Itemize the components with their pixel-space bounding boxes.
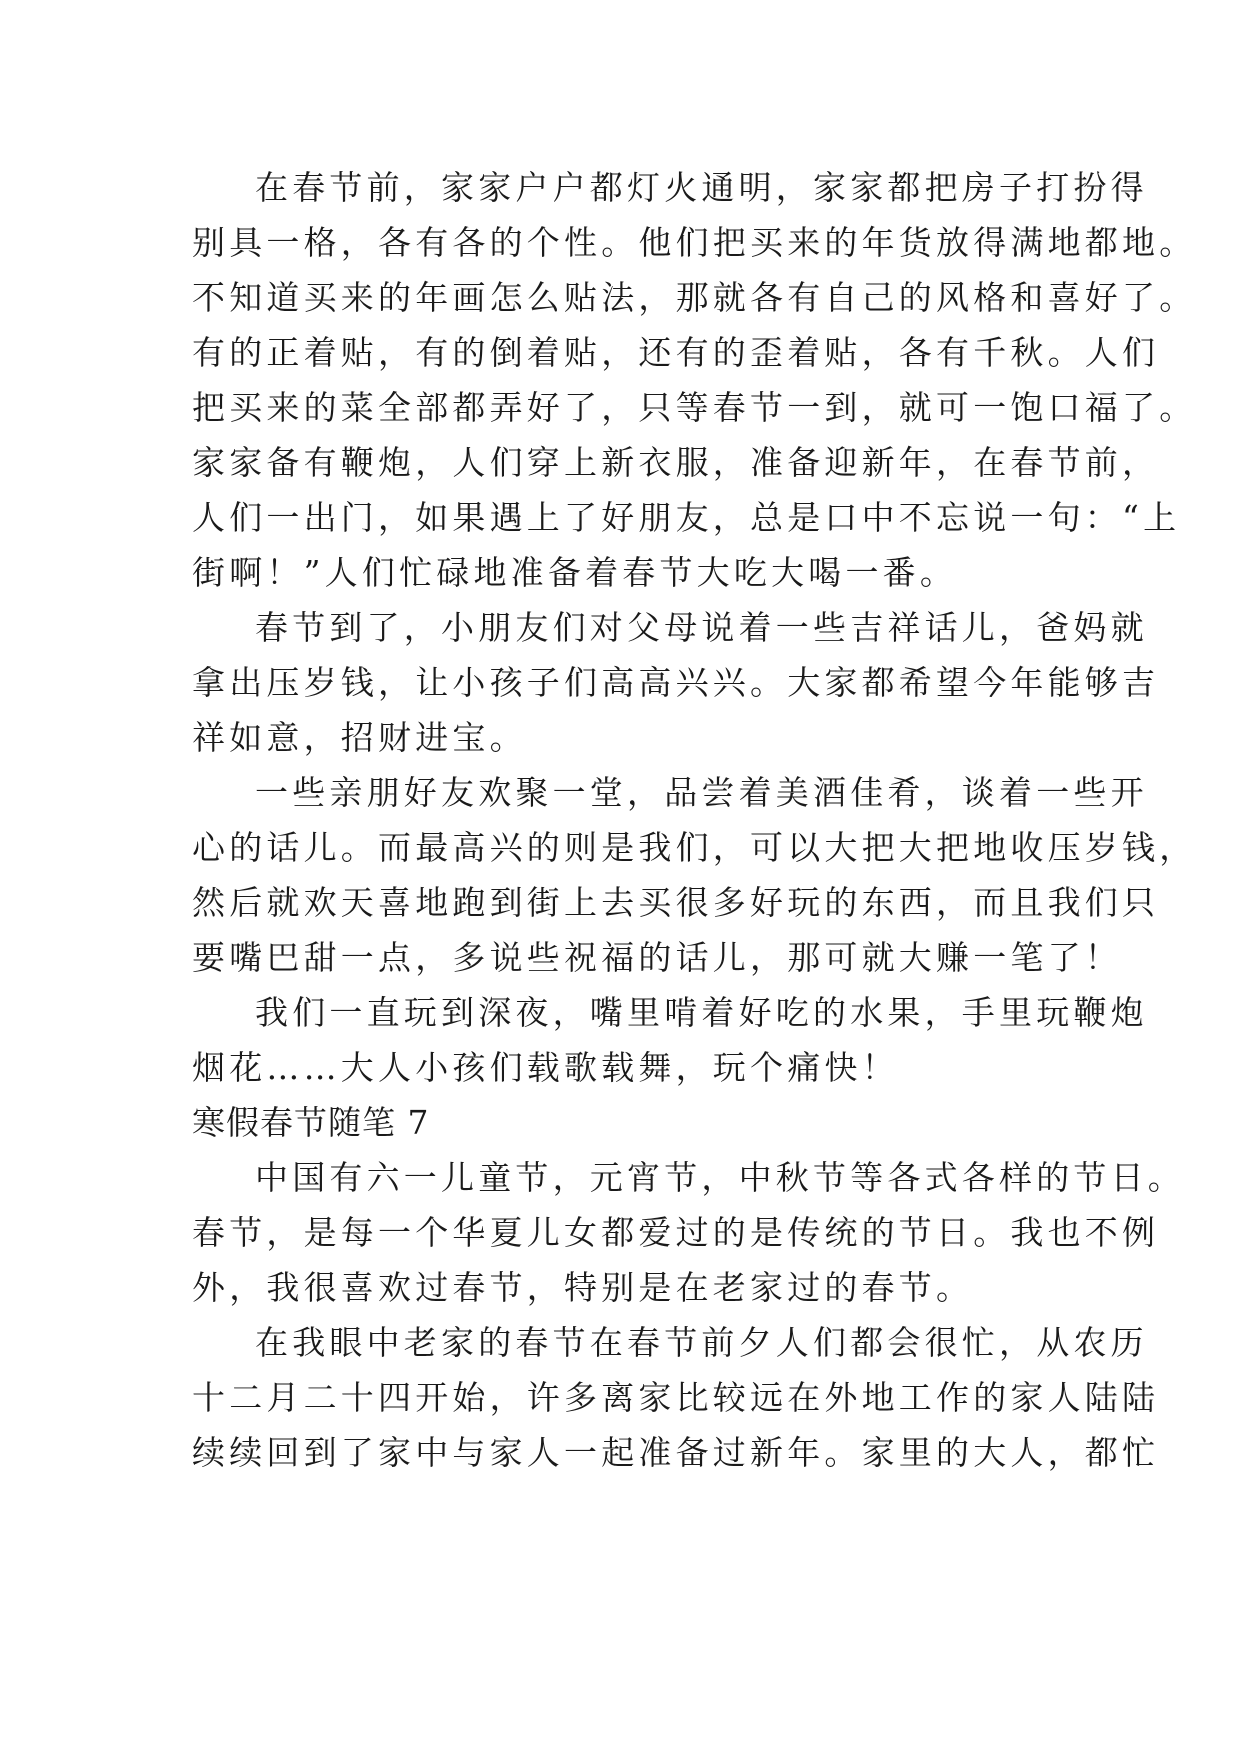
section-title: 寒假春节随笔 7 [192,1103,430,1142]
text-line: 心的话儿。而最高兴的则是我们，可以大把大把地收压岁钱， [192,828,1197,867]
text-line: 在春节前，家家户户都灯火通明，家家都把房子打扮得 [255,168,1148,207]
text-line: 一些亲朋好友欢聚一堂，品尝着美酒佳肴，谈着一些开 [255,773,1148,812]
text-line: 十二月二十四开始，许多离家比较远在外地工作的家人陆陆 [192,1378,1160,1417]
text-line: 把买来的菜全部都弄好了，只等春节一到，就可一饱口福了。 [192,388,1197,427]
text-line: 要嘴巴甜一点，多说些祝福的话儿，那可就大赚一笔了！ [192,938,1122,977]
text-line: 有的正着贴，有的倒着贴，还有的歪着贴，各有千秋。人们 [192,333,1160,372]
text-line: 祥如意，招财进宝。 [192,718,527,757]
text-line: 家家备有鞭炮，人们穿上新衣服，准备迎新年，在春节前， [192,443,1160,482]
text-line: 烟花……大人小孩们载歌载舞，玩个痛快！ [192,1048,899,1087]
text-line: 别具一格，各有各的个性。他们把买来的年货放得满地都地。 [192,223,1197,262]
text-line: 然后就欢天喜地跑到街上去买很多好玩的东西，而且我们只 [192,883,1160,922]
text-line: 拿出压岁钱，让小孩子们高高兴兴。大家都希望今年能够吉 [192,663,1160,702]
text-line: 人们一出门，如果遇上了好朋友，总是口中不忘说一句：“上 [192,498,1181,537]
text-line: 外，我很喜欢过春节，特别是在老家过的春节。 [192,1268,974,1307]
text-line: 春节到了，小朋友们对父母说着一些吉祥话儿，爸妈就 [255,608,1148,647]
text-line: 不知道买来的年画怎么贴法，那就各有自己的风格和喜好了。 [192,278,1197,317]
text-line: 春节，是每一个华夏儿女都爱过的是传统的节日。我也不例 [192,1213,1160,1252]
text-line: 我们一直玩到深夜，嘴里啃着好吃的水果，手里玩鞭炮 [255,993,1148,1032]
text-line: 在我眼中老家的春节在春节前夕人们都会很忙，从农历 [255,1323,1148,1362]
text-line: 中国有六一儿童节，元宵节，中秋节等各式各样的节日。 [255,1158,1185,1197]
text-line: 续续回到了家中与家人一起准备过新年。家里的大人，都忙 [192,1433,1160,1472]
text-line: 街啊！”人们忙碌地准备着春节大吃大喝一番。 [192,553,958,592]
document-body [192,160,1197,1480]
